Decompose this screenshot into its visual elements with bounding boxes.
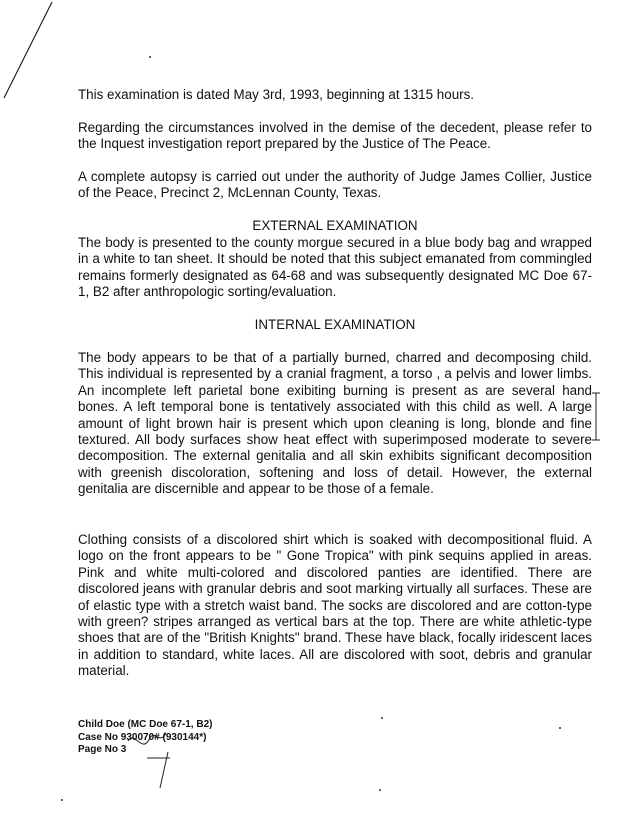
internal-examination-heading: INTERNAL EXAMINATION: [254, 317, 416, 332]
external-examination-paragraph: The body is presented to the county morgue secured in a blue body bag and wrapped in a white to tan sheet. It should be noted that this subject emanated from commingled remains formerly designated as 64-68 and was subsequently designated MC Doe 67-1, B2 after anthropologic sorting/evaluation.: [78, 235, 592, 300]
external-examination-heading: EXTERNAL EXAMINATION: [252, 218, 418, 233]
exam-date-paragraph: This examination is dated May 3rd, 1993, beginning at 1315 hours.: [78, 87, 475, 102]
authority-paragraph: A complete autopsy is carried out under the authority of Judge James Collier, Justice of the Peace, Precinct 2, McLennan County, Texas.: [78, 169, 592, 201]
ibeam-mark: [592, 393, 600, 440]
internal-examination-paragraph: The body appears to be that of a partially burned, charred and decomposing child. This individual is represented by a cranial fragment, a torso , a pelvis and lower limbs. An incomplete left parietal bone exibiting burning is present as are several hand bones. A left temporal bone is tentatively associated with this child as well. A large amount of light brown hair is present which upon cleaning is long, blonde and fine textured. All body surfaces show heat effect with superimposed moderate to severe decomposition. The external genitalia and all skin exhibits significant decomposition with greenish discoloration, softening and loss of detail. However, the external genitalia are discernible and appear to be those of a female.: [78, 350, 592, 497]
footer-page-number: Page No 3: [78, 744, 127, 755]
footer-case-number: Case No 930070# (930144*): [78, 731, 207, 743]
footer-case-name: Child Doe (MC Doe 67-1, B2): [78, 719, 213, 730]
circumstances-paragraph: Regarding the circumstances involved in the demise of the decedent, please refer to the Inquest investigation report prepared by the Justice of The Peace.: [78, 120, 592, 152]
pen-stroke-top-left: [4, 2, 52, 98]
clothing-paragraph: Clothing consists of a discolored shirt which is soaked with decompositional fluid. A logo on the front appears to be " Gone Tropica" with pink sequins applied in areas. Pink and white multi-colored and discolored panties are identified. There are discolored jeans with granular debris and soot marking virtually all surfaces. These are of elastic type with a stretch waist band. The socks are discolored and are cotton-type with green? stripes arranged as vertical bars at the top. There are white athletic-type shoes that are of the "British Knights" brand. These have black, focally iridescent laces in addition to standard, white laces. All are discolored with soot, debris and granular material.: [78, 532, 592, 679]
footer-block: [78, 719, 212, 757]
